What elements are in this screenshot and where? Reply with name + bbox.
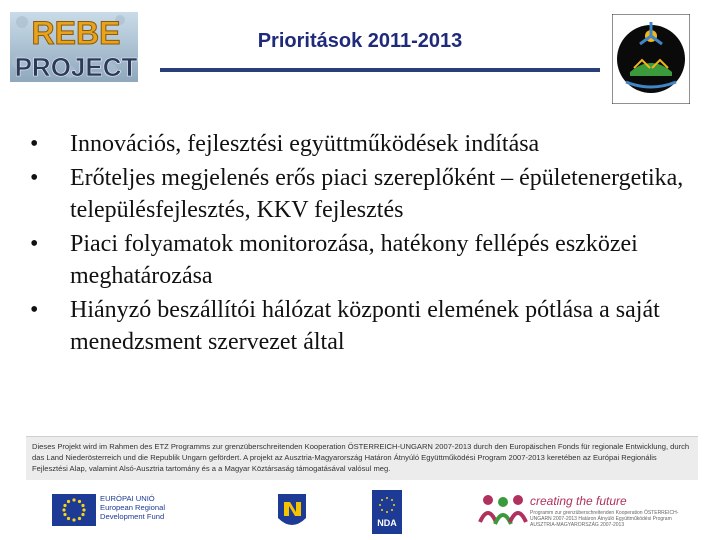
logo-rebe-text: REBE <box>31 15 121 51</box>
footer-logos <box>0 484 720 540</box>
list-item <box>30 294 700 358</box>
list-item-text: Hiányzó beszállítói hálózat központi elemének pótlása a saját menedzsment szervezet által <box>70 297 660 355</box>
list-item-text: Innovációs, fejlesztési együttműködések indítása <box>70 131 540 157</box>
list-item <box>30 128 700 160</box>
ctf-label: creating the future <box>530 494 627 508</box>
nda-logo <box>372 490 402 534</box>
list-item-text: Erőteljes megjelenés erős piaci szereplőként – épületenergetika, településfejlesztés, KKV fejlesztés <box>70 165 684 223</box>
ctf-subtitle: Programm zur grenzüberschreitenden Kooperation ÖSTERREICH-UNGARN 2007-2013 Határon Átnyúló Együttműködési Program AUSZTRIA-MAGYARORSZÁG 2007-2013 <box>530 510 679 528</box>
niederosterreich-logo <box>276 492 308 532</box>
list-item <box>30 228 700 292</box>
bullet-marker: • <box>30 165 39 191</box>
eu-line-1: EURÓPAI UNIÓ <box>100 494 155 503</box>
rebe-project-logo <box>10 12 138 82</box>
eu-line-2: European Regional <box>100 503 166 512</box>
title-divider <box>160 68 600 72</box>
bullet-marker: • <box>30 297 39 323</box>
creating-the-future-logo <box>478 492 688 532</box>
bullet-marker: • <box>30 231 39 257</box>
list-item <box>30 162 700 226</box>
eu-flag-icon <box>52 494 96 526</box>
energy-emblem-logo <box>612 14 690 104</box>
funding-notice: Dieses Projekt wird im Rahmen des ETZ Programms zur grenzüberschreitenden Kooperation ÖSTERREICH-UNGARN 2007-2013 durch den Europäischen Fonds für regionale Entwicklung, durch das Land Niederösterreich und die Republik Ungarn gefördert. A projekt az Ausztria-Magyarország Határon Átnyúló Együttműködési Program 2007-2013 keretében az Európai Regionális Fejlesztési Alap, valamint Alsó-Ausztria tartomány és a a Magyar Köztársaság támogatásával valósul meg. <box>26 436 698 480</box>
list-item-text: Piaci folyamatok monitorozása, hatékony fellépés eszközei meghatározása <box>70 231 638 289</box>
eu-logo <box>52 494 190 534</box>
eu-logo-text <box>100 494 165 521</box>
people-figures-icon <box>478 492 528 532</box>
page-title: Prioritások 2011-2013 <box>257 30 463 52</box>
eu-line-3: Development Fund <box>100 512 165 521</box>
logo-project-text: PROJECT <box>14 52 138 82</box>
nda-label: NDA <box>377 518 397 528</box>
bullet-marker: • <box>30 131 39 157</box>
priority-list <box>30 128 700 360</box>
